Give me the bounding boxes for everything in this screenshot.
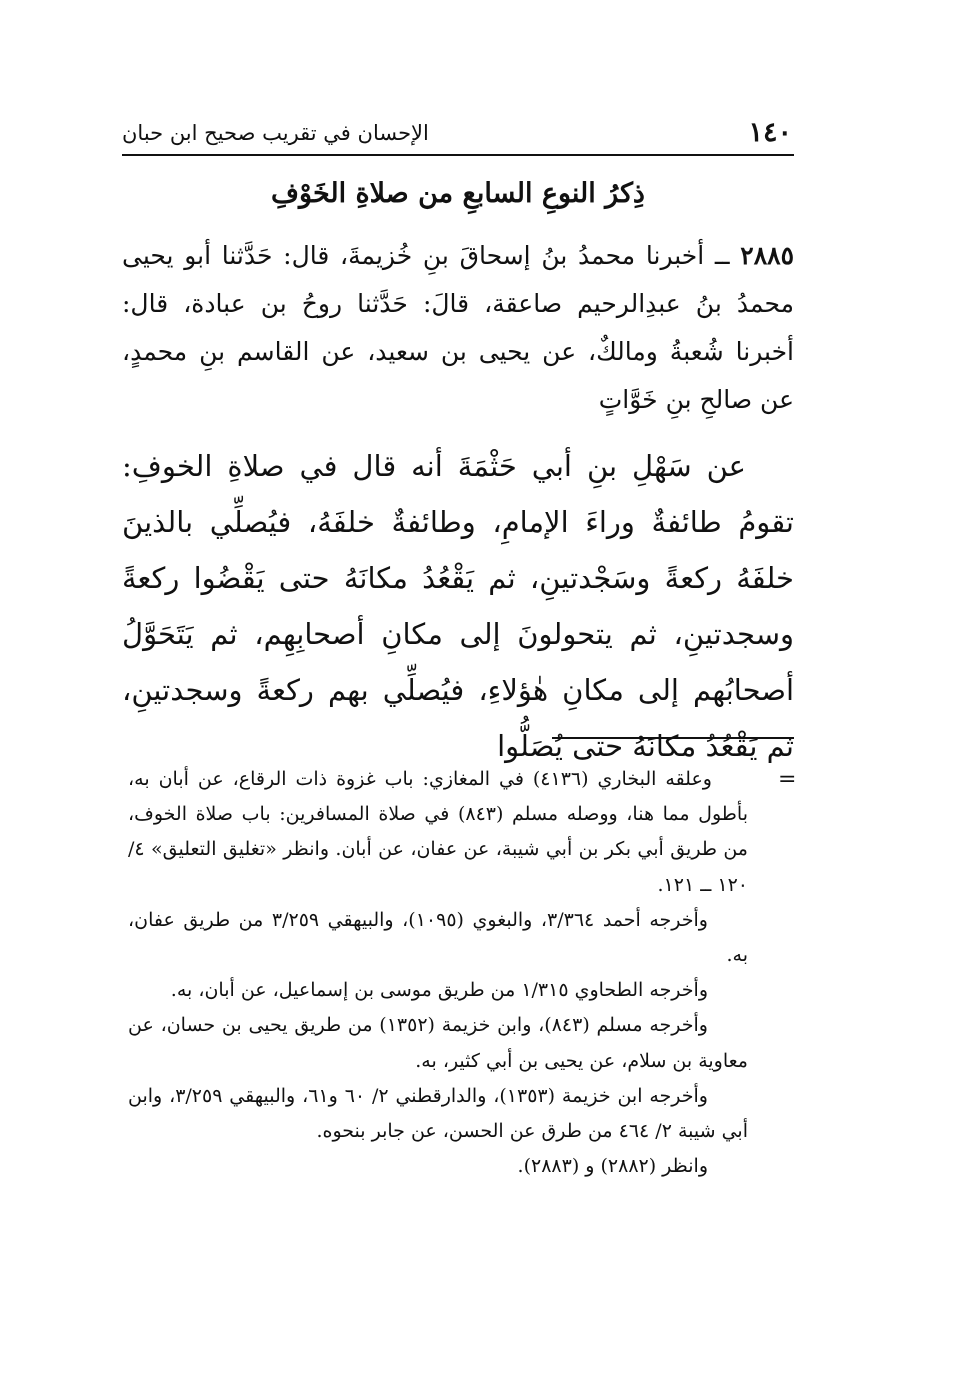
hadith-matn: عن سَهْلِ بنِ أبي حَثْمَةَ أنه قال في صلاةِ الخوفِ: تقومُ طائفةٌ وراءَ الإمامِ، وطائفةٌ خلفَهُ، فيُصلِّي بالذينَ خلفَهُ ركعةً وسَجْدتينِ، ثم يَقْعُدُ مكانَهُ حتى يَقْضُوا ركعةً وسجدتينِ، ثم يتحولونَ إلى مكانِ أصحابِهِم، ثم يَتَحَوَّلُ أصحابُهم إلى مكانِ هٰؤلاءِ، فيُصلِّي بهم ركعةً وسجدتينِ، ثم يَقْعُدُ مكانَهُ حتى يُصَلُّوا	[122, 449, 794, 763]
footnote-paragraph: وعلقه البخاري (٤١٣٦) في المغازي: باب غزوة ذات الرقاع، عن أبان به، بأطول مما هنا، ووصله مسلم (٨٤٣) في صلاة المسافرين: باب صلاة الخوف، من طريق أبي بكر بن أبي شيبة، عن عفان، عن أبان. وانظر «تغليق التعليق» ٤/ ١٢٠ ــ ١٢١.	[128, 768, 748, 896]
footnote-paragraph: وأخرجه الطحاوي ١/٣١٥ من طريق موسى بن إسماعيل، عن أبان، به.	[170, 979, 708, 1002]
footnote-paragraph: وأخرجه ابن خزيمة (١٣٥٣)، والدارقطني ٢/ ٦٠ و٦١، والبيهقي ٣/٢٥٩، وابن أبي شيبة ٢/ ٤٦٤ من طرق عن الحسن، عن جابر بنحوه.	[128, 1084, 748, 1143]
hadith-isnad: ــ أخبرنا محمدُ بنُ إسحاقَ بنِ خُزيمةَ، قال: حَدَّثنا أبو يحيى محمدُ بنُ عبدِالرحيم صاعقة، قالَ: حَدَّثنا روحُ بن عبادة، قال: أخبرنا شُعبةُ ومالكٌ، عن يحيى بن سعيد، عن القاسم بنِ محمدٍ، عن صالحِ بنِ خَوَّاتٍ	[122, 241, 794, 414]
hadith-number: ٢٨٨٥	[740, 241, 794, 270]
footnotes-section	[128, 762, 748, 1184]
footnote-divider	[552, 737, 794, 739]
footnote-paragraph: وأخرجه مسلم (٨٤٣)، وابن خزيمة (١٣٥٢) من طريق يحيى بن حسان، عن معاوية بن سلام، عن يحيى بن أبي كثير، به.	[128, 1014, 748, 1072]
footnote-continuation-mark: =	[778, 767, 797, 792]
hadith-isnad-paragraph	[122, 232, 794, 424]
header-divider	[122, 154, 794, 156]
footnote-paragraph: وأخرجه أحمد ٣/٣٦٤، والبغوي (١٠٩٥)، والبيهقي ٣/٢٥٩ من طريق عفان، به.	[128, 908, 748, 967]
footnote-paragraph: وانظر (٢٨٨٢) و (٢٨٨٣).	[517, 1155, 708, 1178]
section-heading: ذِكرُ النوعِ السابعِ من صلاةِ الخَوْفِ	[271, 178, 645, 209]
page-number: ١٤٠	[748, 117, 792, 148]
book-title: الإحسان في تقريب صحيح ابن حبان	[122, 121, 429, 145]
running-header	[122, 108, 794, 148]
